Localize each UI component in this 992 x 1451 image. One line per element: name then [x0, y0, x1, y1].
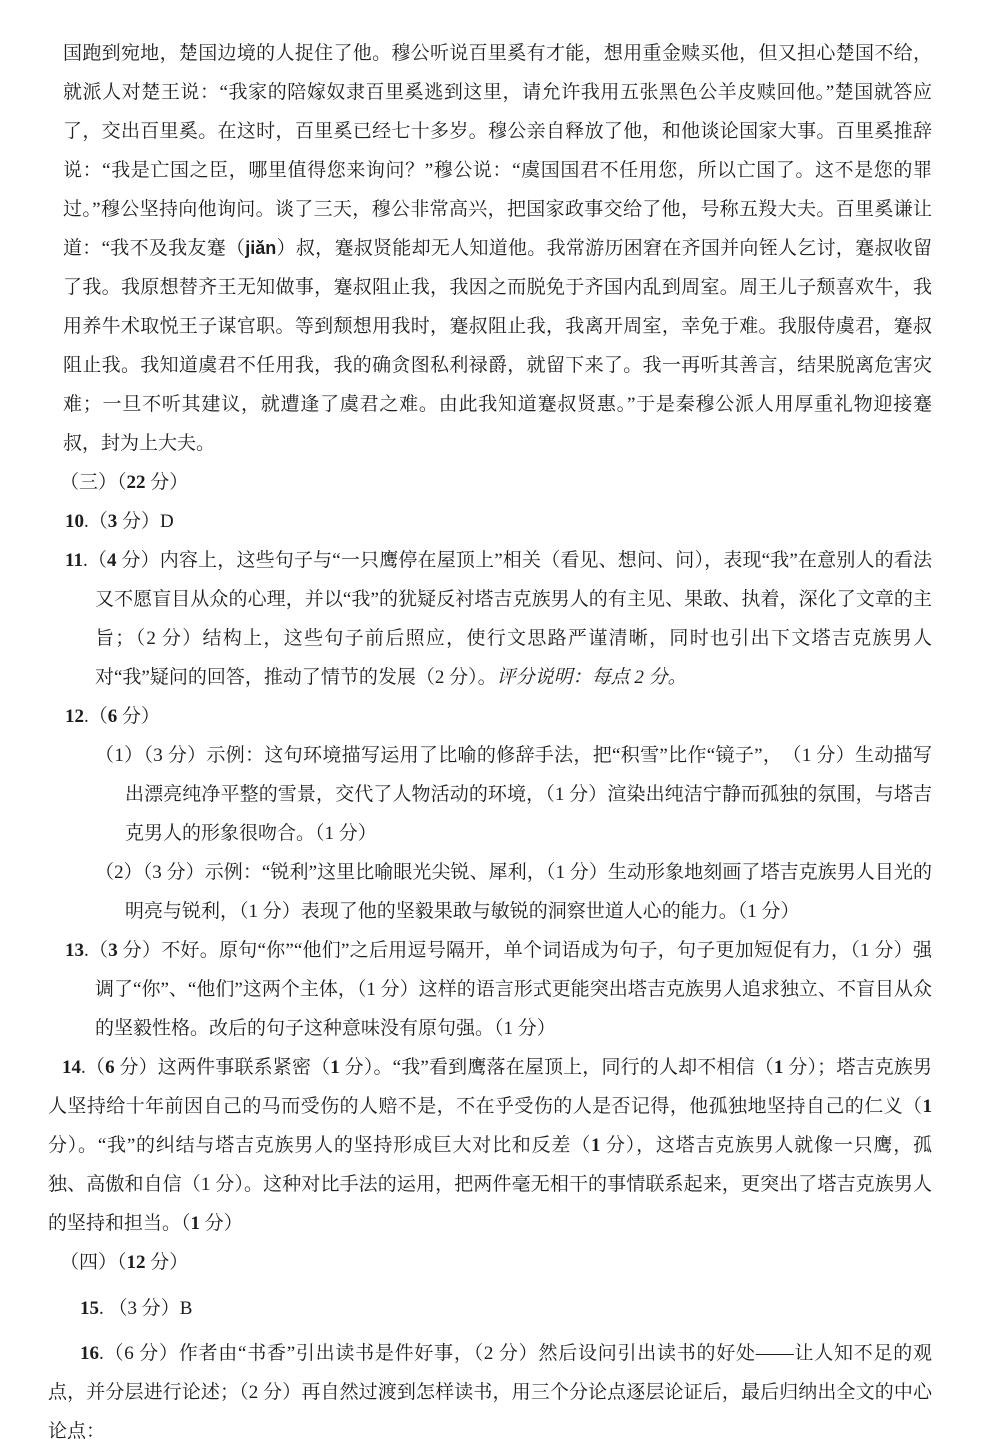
answer-14 [48, 1048, 932, 1243]
answer-12-header [65, 697, 932, 736]
section-4-header-segment: （四）（ [60, 1252, 127, 1273]
answer-13-segment: .（ [84, 940, 109, 961]
answer-16 [48, 1334, 932, 1451]
answer-15-segment: 15 [80, 1298, 99, 1319]
answer-15-segment: . （3 分）B [99, 1298, 193, 1319]
answer-14-segment: 分） [200, 1213, 243, 1234]
answer-14-segment: 1 [922, 1096, 932, 1117]
answer-12-sub-2-segment: （2）（3 分）示例：“锐利”这里比喻眼光尖锐、犀利，（1 分）生动形象地刻画了塔吉克族男人目光的明亮与锐利，（1 分）表现了他的坚毅果敢与敏锐的洞察世道人心的能力。（1 分） [95, 862, 932, 922]
section-3-header-segment: 22 [126, 472, 146, 493]
answer-13 [48, 931, 932, 1048]
answer-11-segment: 4 [107, 550, 117, 571]
answer-13-segment: 分）不好。原句“你”“他们”之后用逗号隔开，单个词语成为句子，句子更加短促有力，（1 分）强调了“你”、“他们”这两个主体，（1 分）这样的语言形式更能突出塔吉克族男人追求独立、不盲目从众的坚毅性格。改后的句子这种意味没有原句强。（1 分） [95, 940, 932, 1039]
answer-12-header-segment: 分） [117, 706, 161, 727]
translation-paragraph-segment: jiǎn [245, 238, 277, 258]
answer-14-segment: 1 [590, 1135, 601, 1156]
answer-15 [48, 1289, 932, 1328]
answer-11-segment: 评分说明：每点 2 分。 [496, 667, 687, 688]
answer-10-segment: 10 [65, 511, 84, 532]
answer-11-segment: .（ [82, 550, 108, 571]
answer-12-header-segment: 12 [65, 706, 84, 727]
answer-10-segment: 3 [107, 511, 118, 532]
section-3-header-segment: 分） [145, 472, 189, 493]
section-4-header-segment: 12 [126, 1252, 146, 1273]
translation-paragraph-segment: 国跑到宛地，楚国边境的人捉住了他。穆公听说百里奚有才能，想用重金赎买他，但又担心楚国不给，就派人对楚王说：“我家的陪嫁奴隶百里奚逃到这里，请允许我用五张黑色公羊皮赎回他。”楚国就答应了，交出百里奚。在这时，百里奚已经七十多岁。穆公亲自释放了他，和他谈论国家大事。百里奚推辞说：“我是亡国之臣，哪里值得您来询问？”穆公说：“虞国国君不任用您，所以亡国了。这不是您的罪过。”穆公坚持向他询问。谈了三天，穆公非常高兴，把国家政事交给了他，号称五羖大夫。百里奚谦让道：“我不及我友蹇（ [63, 43, 932, 259]
answer-11 [48, 541, 932, 697]
answer-12-header-segment: .（ [84, 706, 108, 727]
answer-14-segment: 6 [105, 1057, 115, 1078]
section-4-header-segment: 分） [145, 1252, 189, 1273]
section-3-header [60, 463, 932, 502]
answer-12-header-segment: 6 [107, 706, 118, 727]
answer-13-segment: 13 [65, 940, 84, 961]
answer-14-segment: 1 [330, 1057, 340, 1078]
answer-14-segment: 14 [62, 1057, 81, 1078]
answer-14-segment: 分）。“我”的纠结与塔吉克族男人的坚持形成巨大对比和反差（ [48, 1135, 591, 1156]
answer-10-segment: .（ [84, 511, 108, 532]
answer-16-segment: .（6 分）作者由“书香”引出读书是件好事，（2 分）然后设问引出读书的好处——让人知不足的观点，并分层进行论述；（2 分）再自然过渡到怎样读书，用三个分论点逐层论证后，最后归纳出全文的中心论点： [48, 1343, 932, 1442]
answer-12-sub-1 [48, 736, 932, 853]
answer-10 [65, 502, 932, 541]
answer-14-segment: 分）；塔吉克族男人坚持给十年前因自己的马而受伤的人赔不是，不在乎受伤的人是否记得，他孤独地坚持自己的仁义（ [48, 1057, 932, 1117]
translation-paragraph-segment: ）叔，蹇叔贤能却无人知道他。我常游历困窘在齐国并向铚人乞讨，蹇叔收留了我。我原想替齐王无知做事，蹇叔阻止我，我因之而脱免于齐国内乱到周室。周王儿子颓喜欢牛，我用养牛术取悦王子谋官职。等到颓想用我时，蹇叔阻止我，我离开周室，幸免于难。我服侍虞君，蹇叔阻止我。我知道虞君不任用我，我的确贪图私利禄爵，就留下来了。我一再听其善言，结果脱离危害灾难；一旦不听其建议，就遭逢了虞君之难。由此我知道蹇叔贤惠。”于是秦穆公派人用厚重礼物迎接蹇叔，封为上大夫。 [63, 238, 932, 454]
translation-paragraph [63, 34, 932, 463]
answer-16-segment: 16 [80, 1343, 99, 1364]
answer-14-segment: 分），这塔吉克族男人就像一只鹰，孤独、高傲和自信（1 分）。这种对比手法的运用，把两件毫无相干的事情联系起来，更突出了塔吉克族男人的坚持和担当。（ [48, 1135, 932, 1234]
answer-12-sub-2 [48, 853, 932, 931]
answer-14-segment: 分）。“我”看到鹰落在屋顶上，同行的人却不相信（ [339, 1057, 774, 1078]
answer-14-segment: 分）这两件事联系紧密（ [114, 1057, 331, 1078]
answer-14-segment: 1 [190, 1213, 201, 1234]
answer-10-segment: 分）D [117, 511, 174, 532]
answer-12-sub-1-segment: （1）（3 分）示例：这句环境描写运用了比喻的修辞手法，把“积雪”比作“镜子”， （1 分）生动描写出漂亮纯净平整的雪景，交代了人物活动的环境，（1 分）渲染出纯洁宁静而孤独的氛围，与塔吉克男人的形象很吻合。（1 分） [95, 745, 932, 844]
section-3-header-segment: （三）（ [60, 472, 127, 493]
answer-14-segment: 1 [773, 1057, 784, 1078]
answer-11-segment: 11 [65, 550, 83, 571]
section-4-header [60, 1243, 932, 1282]
answer-13-segment: 3 [108, 940, 118, 961]
answer-14-segment: .（ [81, 1057, 106, 1078]
answer-11-segment: 分）内容上，这些句子与“一只鹰停在屋顶上”相关（看见、想问、问），表现“我”在意别人的看法又不愿盲目从众的心理，并以“我”的犹疑反衬塔吉克族男人的有主见、果敢、执着，深化了文章的主旨；（2 分）结构上，这些句子前后照应，使行文思路严谨清晰，同时也引出下文塔吉克族男人对“我”疑问的回答，推动了情节的发展（2 分）。 [95, 550, 932, 688]
